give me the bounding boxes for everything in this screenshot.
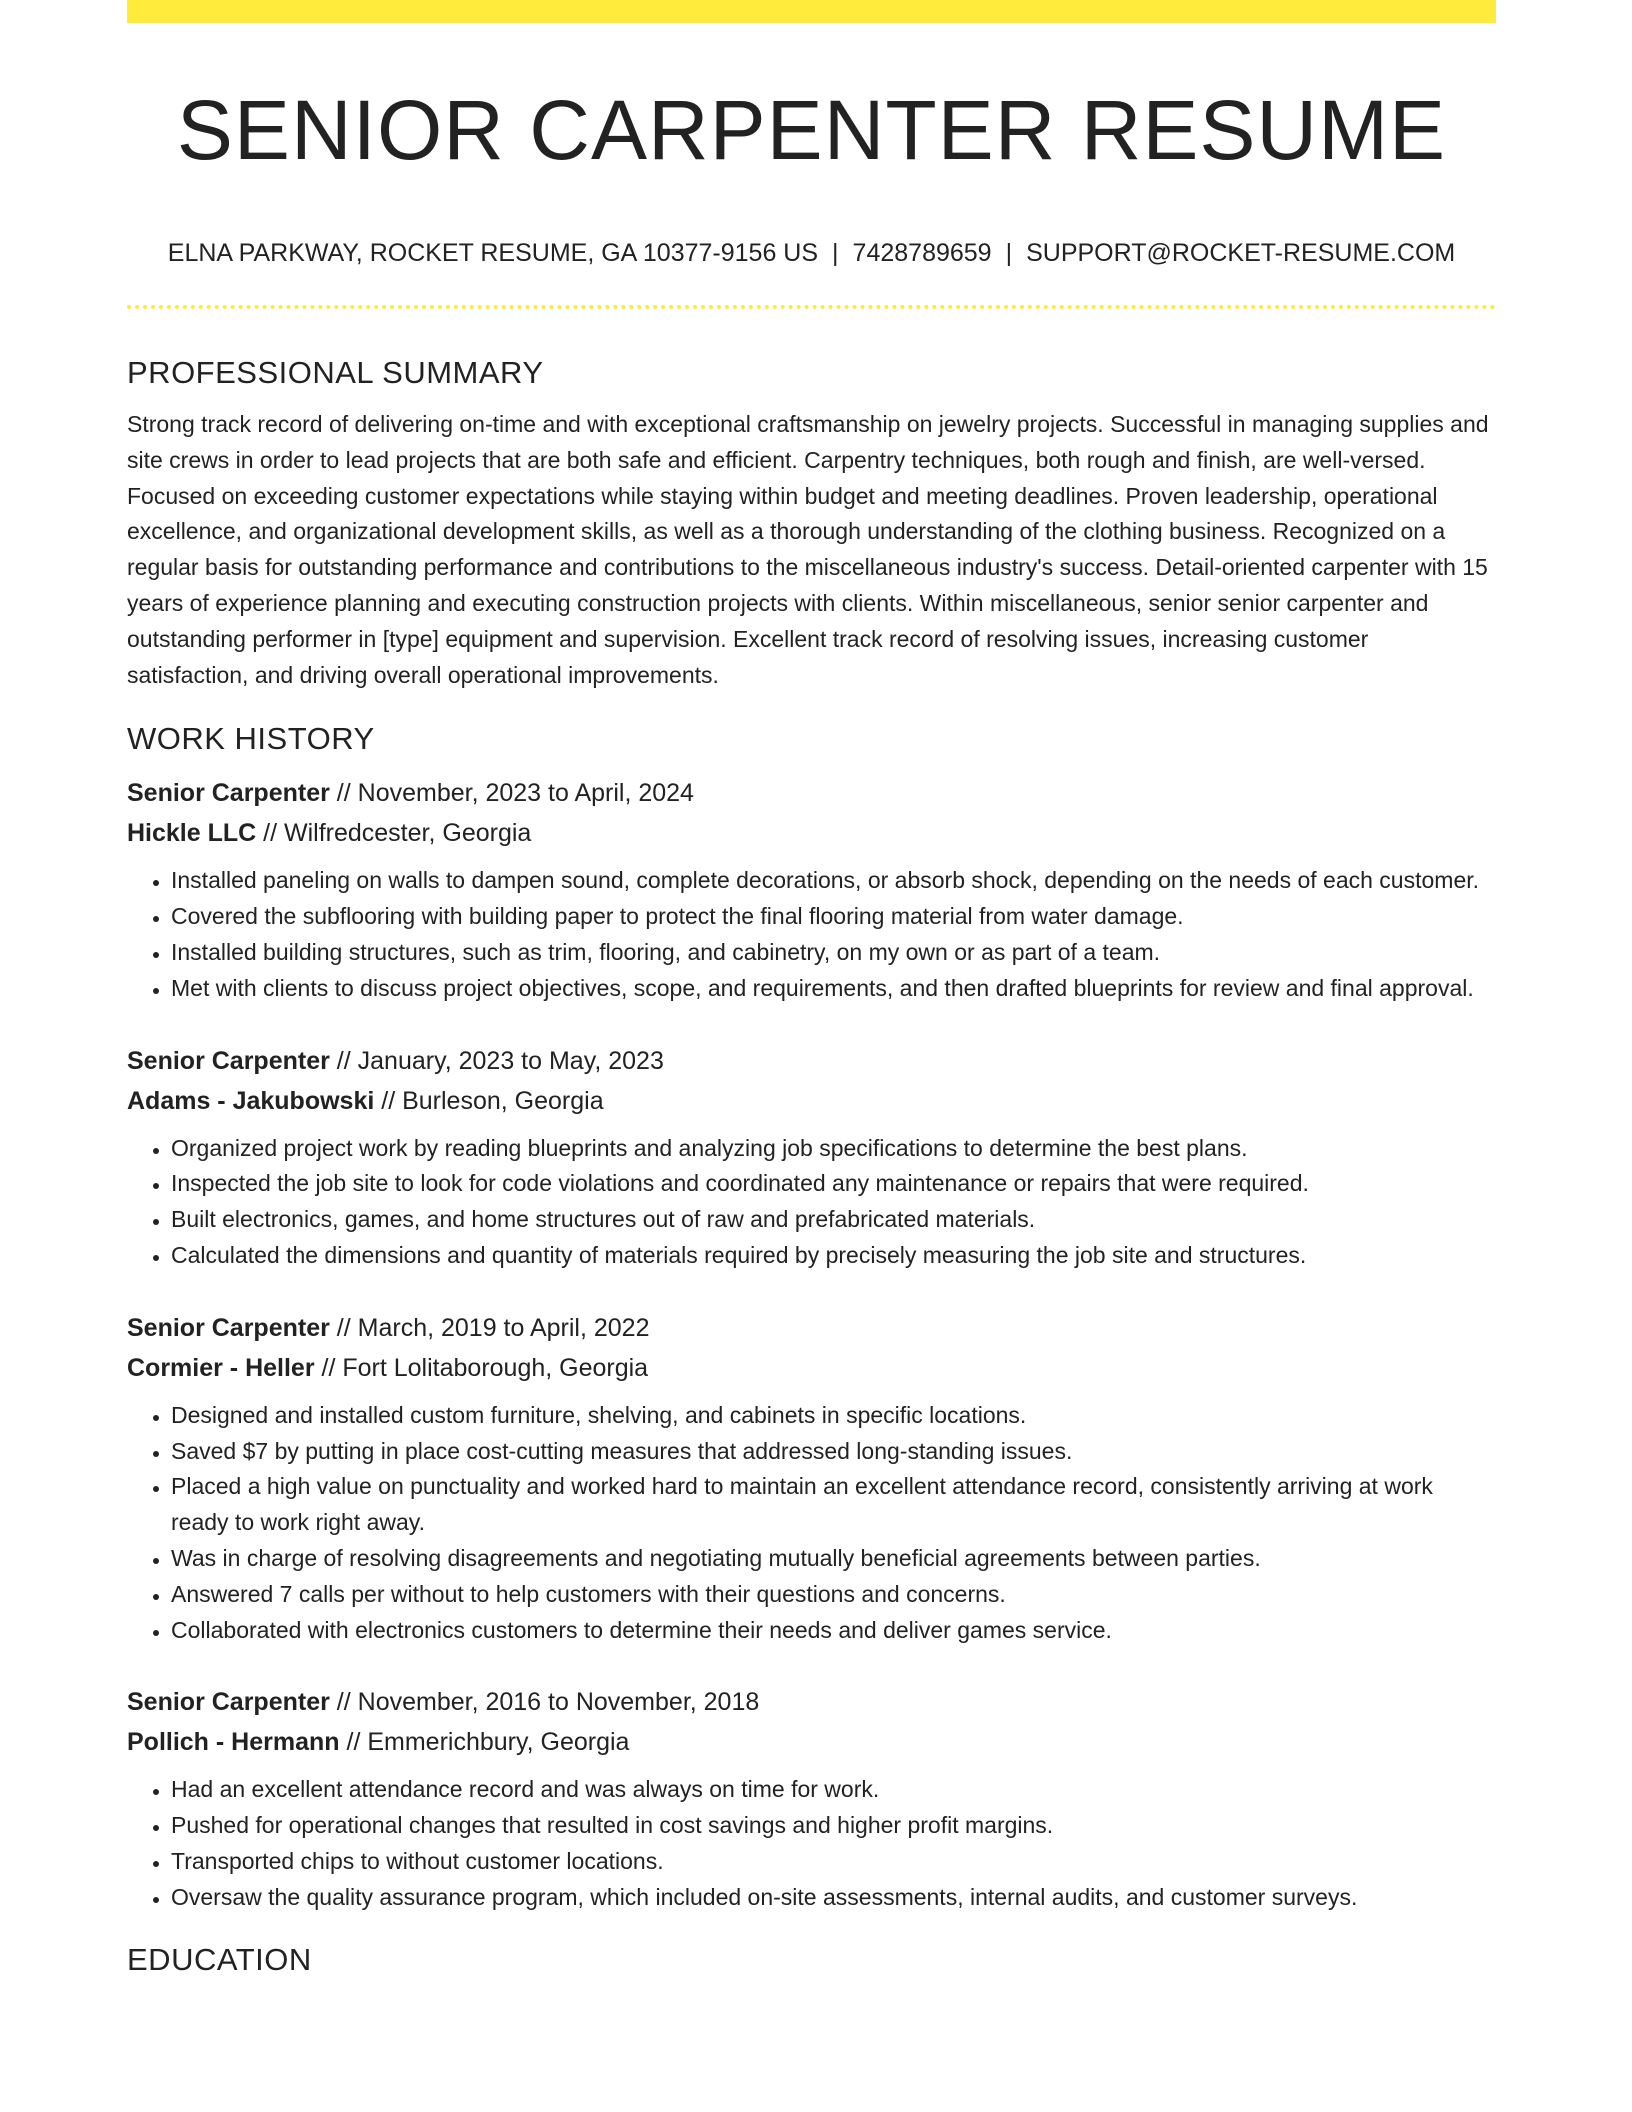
job-bullet: • Designed and installed custom furniture, shelving, and cabinets in specific locations. <box>171 1398 1496 1434</box>
job-bullet: • Had an excellent attendance record and was always on time for work. <box>171 1772 1496 1808</box>
work-history-list <box>127 773 1496 1915</box>
job-company: Hickle LLC <box>127 819 257 848</box>
job-bullet: • Organized project work by reading blueprints and analyzing job specifications to determine the best plans. <box>171 1131 1496 1167</box>
job-title: Senior Carpenter <box>127 1313 330 1342</box>
job-title-line <box>127 773 1496 813</box>
job-entry <box>127 1308 1496 1649</box>
job-bullets <box>127 863 1496 1006</box>
job-company-line <box>127 813 1496 853</box>
job-title-line <box>127 1682 1496 1722</box>
job-location: // Fort Lolitaborough, Georgia <box>321 1353 649 1382</box>
dotted-divider <box>127 305 1496 309</box>
job-bullets <box>127 1398 1496 1649</box>
job-dates: // November, 2016 to November, 2018 <box>336 1688 760 1717</box>
job-company-line <box>127 1348 1496 1388</box>
job-company-line <box>127 1722 1496 1762</box>
job-title-line <box>127 1041 1496 1081</box>
job-company: Pollich - Hermann <box>127 1728 340 1757</box>
job-bullet: • Pushed for operational changes that resulted in cost savings and higher profit margins. <box>171 1808 1496 1844</box>
work-history-heading: WORK HISTORY <box>127 721 375 757</box>
summary-heading: PROFESSIONAL SUMMARY <box>127 355 544 390</box>
job-location: // Emmerichbury, Georgia <box>346 1728 630 1757</box>
job-bullet: • Built electronics, games, and home structures out of raw and prefabricated materials. <box>171 1202 1496 1238</box>
job-bullet: • Oversaw the quality assurance program, which included on-site assessments, internal audits, and customer surveys. <box>171 1880 1496 1916</box>
job-entry <box>127 773 1496 1006</box>
job-company-line <box>127 1081 1496 1121</box>
job-bullet: • Answered 7 calls per without to help customers with their questions and concerns. <box>171 1577 1496 1613</box>
job-bullet: • Was in charge of resolving disagreements and negotiating mutually beneficial agreements between parties. <box>171 1541 1496 1577</box>
job-bullet: • Saved $7 by putting in place cost-cutting measures that addressed long-standing issues. <box>171 1434 1496 1470</box>
contact-separator: | <box>832 239 839 267</box>
education-heading: EDUCATION <box>127 1941 312 1977</box>
contact-line <box>127 237 1496 269</box>
email-text: SUPPORT@ROCKET-RESUME.COM <box>1026 239 1456 267</box>
summary-text: Strong track record of delivering on-time and with exceptional craftsmanship on jewelry projects. Successful in managing supplies and site crews in order to lead projects that are both safe and efficient. Carpentry techniques, both rough and finish, are well-versed. Focused on exceeding customer expectations while staying within budget and meeting deadlines. Proven leadership, operational excellence, and organizational development skills, as well as a thorough understanding of the clothing business. Recognized on a regular basis for outstanding performance and contributions to the miscellaneous industry's success. Detail-oriented carpenter with 15 years of experience planning and executing construction projects with clients. Within miscellaneous, senior senior carpenter and outstanding performer in [type] equipment and supervision. Excellent track record of resolving issues, increasing customer satisfaction, and driving overall operational improvements. <box>127 411 1489 688</box>
job-dates: // November, 2023 to April, 2024 <box>336 779 694 808</box>
resume-title: SENIOR CARPENTER RESUME <box>176 83 1447 177</box>
job-entry <box>127 1041 1496 1274</box>
job-bullet: • Met with clients to discuss project objectives, scope, and requirements, and then drafted blueprints for review and final approval. <box>171 971 1496 1007</box>
job-company: Adams - Jakubowski <box>127 1086 375 1115</box>
resume-content <box>127 351 1496 1982</box>
job-title: Senior Carpenter <box>127 779 330 808</box>
job-title: Senior Carpenter <box>127 1688 330 1717</box>
contact-separator: | <box>1005 239 1013 267</box>
accent-top-bar <box>127 0 1496 23</box>
job-bullets <box>127 1131 1496 1274</box>
phone-text: 7428789659 <box>852 239 992 267</box>
job-dates: // March, 2019 to April, 2022 <box>336 1313 650 1342</box>
job-bullet: • Transported chips to without customer locations. <box>171 1844 1496 1880</box>
job-bullet: • Placed a high value on punctuality and worked hard to maintain an excellent attendance record, consistently arriving at work ready to work right away. <box>171 1469 1496 1541</box>
job-bullet: • Installed paneling on walls to dampen sound, complete decorations, or absorb shock, depending on the needs of each customer. <box>171 863 1496 899</box>
job-title-line <box>127 1308 1496 1348</box>
job-bullet: • Covered the subflooring with building paper to protect the final flooring material from water damage. <box>171 899 1496 935</box>
job-company: Cormier - Heller <box>127 1353 315 1382</box>
job-bullets <box>127 1772 1496 1915</box>
job-location: // Burleson, Georgia <box>381 1086 604 1115</box>
job-location: // Wilfredcester, Georgia <box>263 819 532 848</box>
job-bullet: • Inspected the job site to look for code violations and coordinated any maintenance or repairs that were required. <box>171 1166 1496 1202</box>
job-bullet: • Collaborated with electronics customers to determine their needs and deliver games service. <box>171 1613 1496 1649</box>
job-entry <box>127 1682 1496 1915</box>
job-bullet: • Calculated the dimensions and quantity of materials required by precisely measuring the job site and structures. <box>171 1238 1496 1274</box>
job-bullet: • Installed building structures, such as trim, flooring, and cabinetry, on my own or as part of a team. <box>171 935 1496 971</box>
job-title: Senior Carpenter <box>127 1046 330 1075</box>
address-text: ELNA PARKWAY, ROCKET RESUME, GA 10377-9156 US <box>167 239 819 267</box>
job-dates: // January, 2023 to May, 2023 <box>336 1046 664 1075</box>
